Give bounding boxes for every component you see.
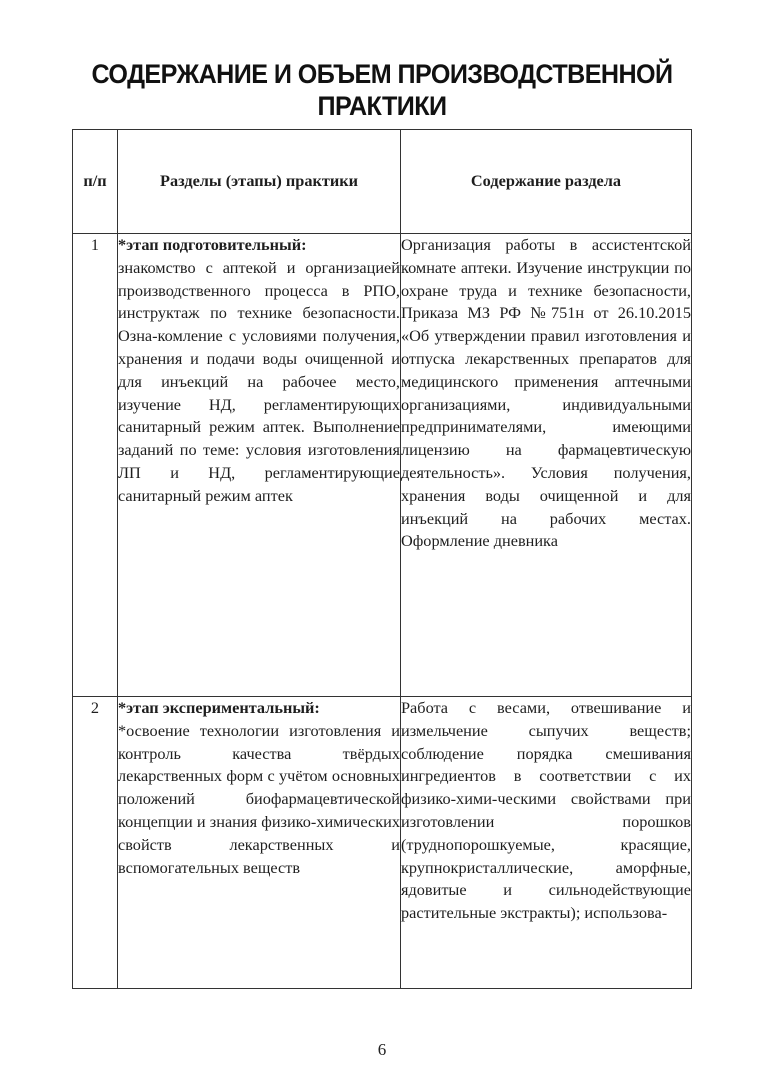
content-cell: Работа с весами, отвешивание и измельчение сыпучих веществ; соблюдение порядка смешивания ингредиентов в соответствии с их физико-хими-ческими свойствами при изготовлении порошков (труднопорошкуемые, красящие, крупнокристаллические, аморфные, ядовитые и сильнодействующие растительные экстракты); использова- [401,697,692,989]
header-section: Разделы (этапы) практики [118,130,401,234]
stage-title: *этап подготовительный: [118,235,307,254]
section-cell [118,234,401,697]
page-title [27,58,738,122]
stage-title: *этап экспериментальный: [118,698,320,717]
section-text: знакомство с аптекой и организацией производственного процесса в РПО, инструктаж по технике безопасности. Озна-комление с условиями получения, хранения и подачи воды очищенной и для инъекций на рабочее место, изучение НД, регламентирующих санитарный режим аптек. Выполнение заданий по теме: условия изготовления ЛП и НД, регламентирующие санитарный режим аптек [118,257,400,505]
table-row [73,697,692,989]
page-title-line-2: ПРАКТИКИ [317,91,447,121]
page-number: 6 [377,1040,387,1059]
table-header-row [73,130,692,234]
content-cell: Организация работы в ассистентской комнате аптеки. Изучение инструкции по охране труда и технике безопасности, Приказа МЗ РФ №751н от 26.10.2015 «Об утверждении правил изготовления и отпуска лекарственных препаратов для медицинского применения аптечными организациями, индивидуальными предпринимателями, имеющими лицензию на фармацевтическую деятельность». Условия получения, хранения воды очищенной и для инъекций на рабочих местах. Оформление дневника [401,234,692,697]
row-number: 2 [73,697,118,989]
table-row [73,234,692,697]
practice-content-table [72,129,692,989]
section-text: *освоение технологии изготовления и контроль качества твёрдых лекарственных форм с учётом основных положений биофармацевтической концепции и знания физико-химических свойств лекарственных и вспомогательных веществ [118,720,400,877]
page-title-line-1: СОДЕРЖАНИЕ И ОБЪЕМ ПРОИЗВОДСТВЕННОЙ [91,59,673,89]
header-content: Содержание раздела [401,130,692,234]
section-cell [118,697,401,989]
row-number: 1 [73,234,118,697]
header-num: п/п [73,130,118,234]
